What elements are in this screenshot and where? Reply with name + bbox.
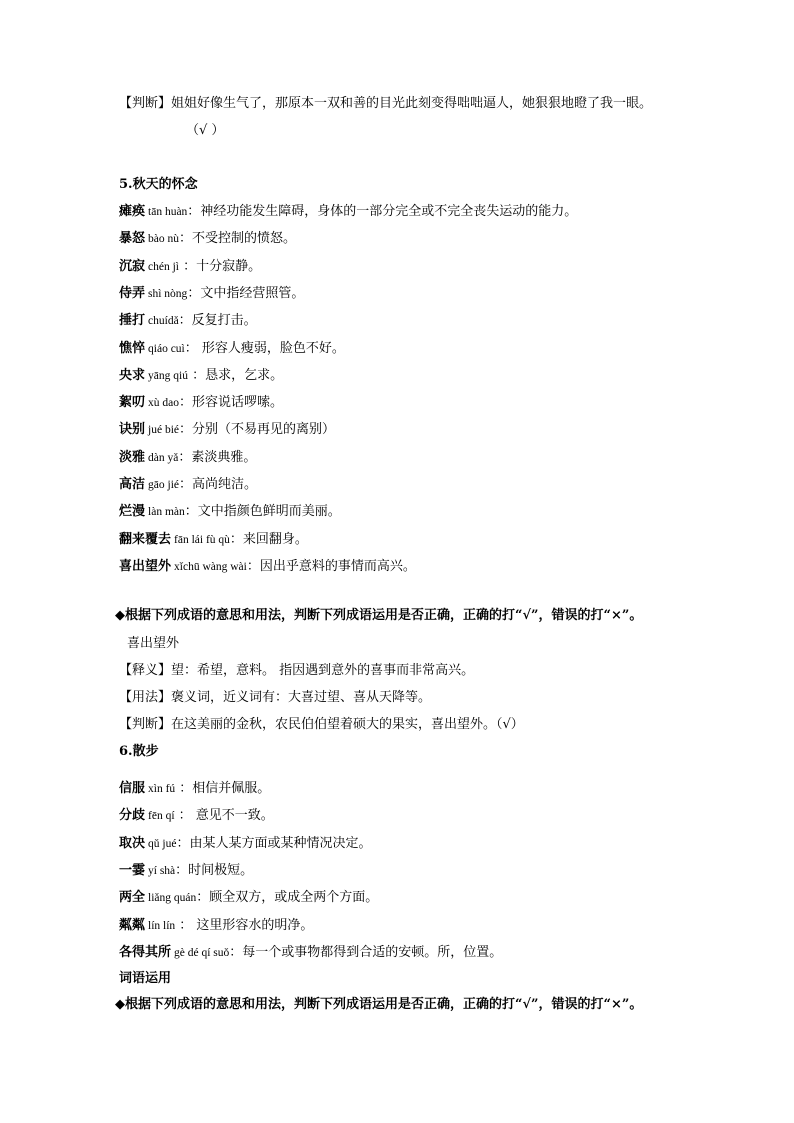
- judge-tag: 【判断】: [119, 96, 172, 111]
- vocab-definition: ：形容说话啰嗦。: [179, 395, 284, 411]
- vocab-definition: ：分别（不易再见的离别）: [179, 422, 336, 438]
- vocab-pinyin: làn màn: [148, 506, 185, 519]
- vocab-word: 信服: [119, 781, 146, 796]
- vocab-word: 瘫痪: [119, 204, 146, 219]
- vocab-word: 侍弄: [119, 285, 146, 301]
- vocab-word: 诀别: [119, 422, 146, 438]
- vocab-pinyin: tān huàn: [148, 206, 188, 218]
- explain-text: 望：希望，意料。 指因遇到意外的喜事而非常高兴。: [171, 663, 475, 678]
- vocab-pinyin: xǐchū wàng wài: [174, 560, 247, 573]
- vocab-definition: ： 意见不一致。: [174, 808, 274, 824]
- vocab-pinyin: chuídǎ: [148, 315, 179, 328]
- vocab-item: [119, 835, 371, 853]
- vocab-word: 分歧: [119, 808, 146, 824]
- judge-text-2: 在这美丽的金秋，农民伯伯望着硕大的果实，喜出望外。（√）: [171, 717, 524, 732]
- subheading: 词语运用: [119, 971, 172, 986]
- vocab-pinyin: yāng qiú: [148, 369, 188, 382]
- vocab-item: [119, 780, 270, 798]
- instruction-text: ◆根据下列成语的意思和用法，判断下列成语运用是否正确，正确的打“√”，错误的打“×”。: [115, 608, 643, 623]
- vocab-definition: ：因出乎意料的事情而高兴。: [246, 558, 416, 574]
- vocab-pinyin: qǔ jué: [148, 837, 177, 850]
- vocab-item: [119, 258, 261, 276]
- vocab-pinyin: liǎng quán: [148, 892, 197, 905]
- vocab-pinyin: gè dé qí suǒ: [174, 946, 230, 959]
- vocab-word: 翻来覆去: [119, 531, 172, 547]
- vocab-definition: ： 这里形容水的明净。: [175, 917, 314, 933]
- vocab-item: [119, 862, 253, 880]
- vocab-definition: ：时间极短。: [175, 862, 254, 878]
- vocab-item: [119, 558, 416, 576]
- vocab-item: [119, 807, 274, 825]
- vocab-definition: ：神经功能发生障碍，身体的一部分完全或不完全丧失运动的能力。: [187, 204, 578, 219]
- vocab-word: 央求: [119, 367, 146, 383]
- vocab-definition: ：由某人某方面或某种情况决定。: [176, 835, 372, 851]
- vocab-word: 各得其所: [119, 944, 172, 960]
- vocab-item: [119, 203, 577, 221]
- vocab-definition: ：高尚纯洁。: [179, 477, 258, 492]
- vocab-pinyin: qiáo cuì: [148, 342, 185, 355]
- section-heading-6: 6.散步: [119, 744, 159, 759]
- vocab-pinyin: xù dao: [148, 397, 179, 410]
- vocab-definition: ：恳求，乞求。: [187, 367, 284, 383]
- usage-tag: 【用法】: [119, 690, 172, 705]
- vocab-word: 憔悴: [119, 340, 146, 356]
- vocab-item: [119, 394, 283, 412]
- idiom-title: 喜出望外: [127, 636, 180, 651]
- vocab-definition: ：顾全双方，或成全两个方面。: [196, 890, 379, 906]
- vocab-item: [119, 889, 378, 907]
- vocab-item: [119, 230, 296, 248]
- judge-line: [119, 95, 652, 113]
- judge-tag-2: 【判断】: [119, 717, 172, 732]
- judge-line-2: [119, 716, 524, 734]
- explain-line: [119, 662, 474, 680]
- vocab-definition: ：文中指经营照管。: [187, 285, 305, 301]
- vocab-definition: ：相信并佩服。: [175, 781, 271, 796]
- vocab-word: 一霎: [119, 862, 146, 878]
- vocab-item: [119, 312, 257, 330]
- vocab-item: [119, 944, 502, 962]
- vocab-item: [119, 285, 304, 303]
- vocab-word: 捶打: [119, 313, 146, 329]
- vocab-item: [119, 449, 256, 467]
- vocab-pinyin: shì nòng: [148, 287, 188, 300]
- vocab-definition: ：每一个或事物都得到合适的安顿。所，位置。: [229, 944, 503, 960]
- vocab-word: 烂漫: [119, 504, 146, 520]
- vocab-definition: ：不受控制的愤怒。: [179, 231, 297, 247]
- vocab-definition: ：十分寂静。: [179, 258, 262, 274]
- vocab-word: 喜出望外: [119, 558, 172, 574]
- vocab-word: 沉寂: [119, 258, 146, 274]
- section-heading: 5.秋天的怀念: [119, 177, 198, 192]
- vocab-pinyin: fēn qí: [148, 810, 175, 823]
- explain-tag: 【释义】: [119, 663, 172, 678]
- vocab-item: [119, 531, 308, 549]
- usage-line: [119, 689, 431, 707]
- vocab-item: [119, 503, 341, 521]
- vocab-definition: ：反复打击。: [178, 313, 257, 329]
- judge-answer: （√ ）: [186, 123, 225, 138]
- vocab-word: 取决: [119, 835, 146, 851]
- vocab-word: 两全: [119, 890, 146, 906]
- vocab-pinyin: chén jì: [148, 260, 179, 273]
- vocab-pinyin: dàn yǎ: [148, 451, 179, 464]
- usage-text: 褒义词，近义词有：大喜过望、喜从天降等。: [171, 690, 432, 705]
- vocab-item: [119, 917, 313, 935]
- vocab-pinyin: jué bié: [148, 424, 179, 437]
- vocab-definition: ：文中指颜色鲜明而美丽。: [184, 504, 341, 520]
- vocab-word: 高洁: [119, 477, 146, 492]
- vocab-item: [119, 421, 335, 439]
- vocab-definition: ： 形容人瘦弱，脸色不好。: [184, 340, 345, 356]
- vocab-definition: ：来回翻身。: [229, 531, 308, 547]
- vocab-definition: ：素淡典雅。: [178, 449, 257, 465]
- instruction-text-6: ◆根据下列成语的意思和用法，判断下列成语运用是否正确，正确的打“√”，错误的打“×”。: [115, 997, 643, 1012]
- vocab-word: 淡雅: [119, 449, 146, 465]
- vocab-pinyin: bào nù: [148, 233, 179, 246]
- vocab-item: [119, 476, 257, 494]
- vocab-item: [119, 340, 345, 358]
- vocab-pinyin: lín lín: [148, 919, 176, 932]
- judge-text: 姐姐好像生气了，那原本一双和善的目光此刻变得咄咄逼人，她狠狠地瞪了我一眼。: [171, 96, 653, 111]
- vocab-pinyin: yí shà: [148, 864, 176, 877]
- vocab-pinyin: xìn fú: [148, 783, 176, 795]
- vocab-pinyin: fān lái fù qù: [174, 533, 230, 546]
- vocab-pinyin: gāo jié: [148, 479, 179, 491]
- vocab-word: 暴怒: [119, 231, 146, 247]
- vocab-word: 絮叨: [119, 395, 146, 411]
- vocab-item: [119, 367, 283, 385]
- vocab-word: 粼粼: [119, 917, 146, 933]
